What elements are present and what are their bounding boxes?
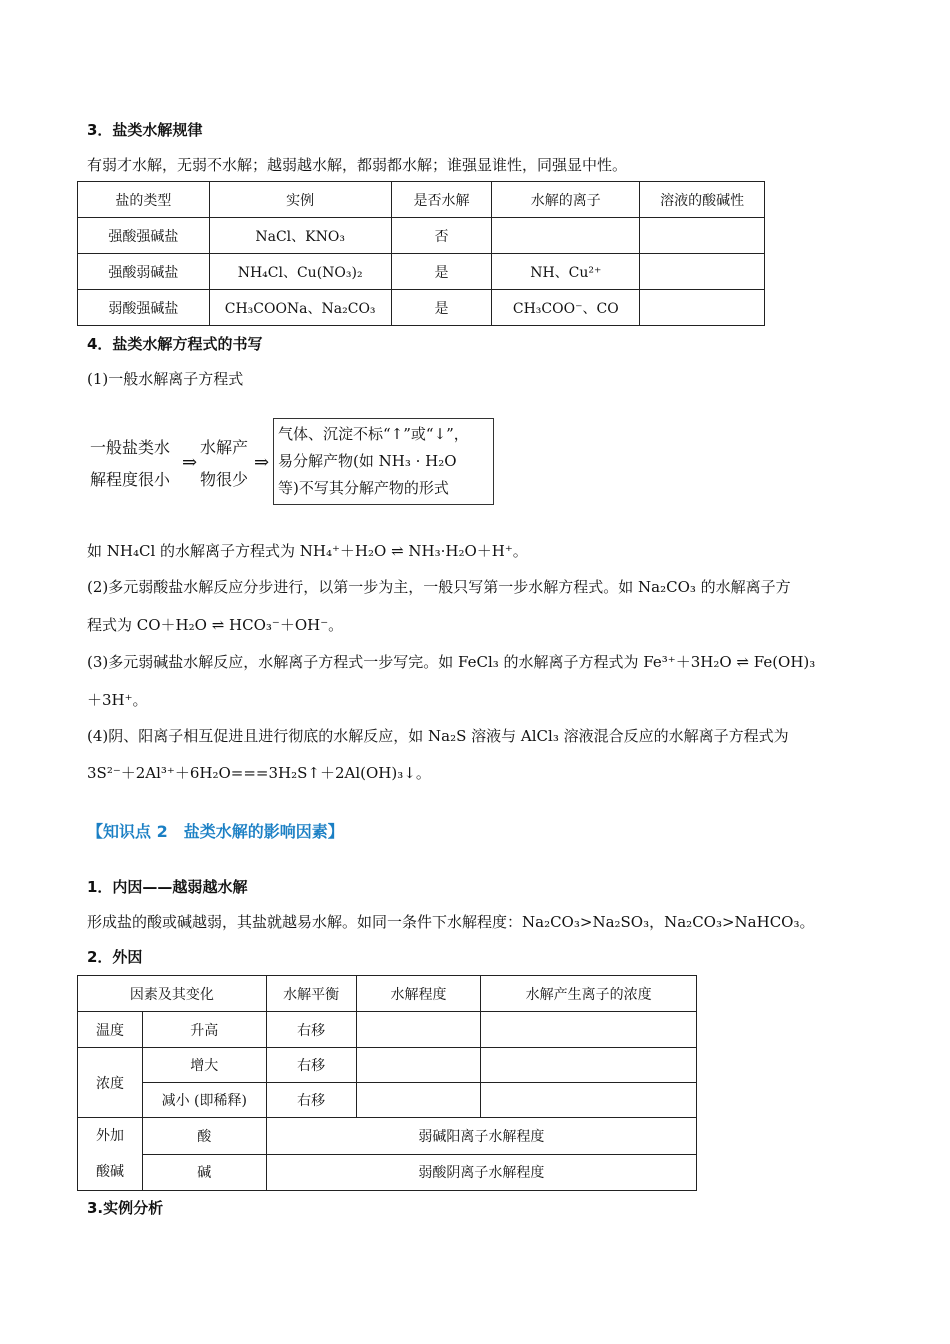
para-4-line1: (4)阴、阳离子相互促进且进行彻底的水解反应，如 Na₂S 溶液与 AlCl₃ 溶液混合反应的水解离子方程式为 (87, 727, 789, 745)
para-2-line2: 程式为 CO＋H₂O ⇌ HCO₃⁻＋OH⁻。 (87, 616, 344, 634)
cell-ions: NH、Cu²⁺ (492, 254, 640, 290)
cell-hydrolysis: 否 (391, 218, 492, 254)
double-arrow-icon: ⇒ (254, 452, 270, 473)
external-factor-table (77, 975, 697, 1191)
cell-temperature-shift: 右移 (266, 1012, 356, 1048)
para-3-line1: (3)多元弱碱盐水解反应，水解离子方程式一步写完。如 FeCl₃ 的水解离子方程式为 Fe³⁺＋3H₂O ⇌ Fe(OH)₃ (87, 653, 816, 671)
cell-external-label-line1: 外加 (95, 1128, 124, 1144)
table-row (78, 290, 765, 326)
cell-concentration-increase-shift: 右移 (266, 1048, 356, 1083)
para-2-line1: (2)多元弱酸盐水解反应分步进行，以第一步为主，一般只写第一步水解方程式。如 Na₂CO₃ 的水解离子方 (87, 578, 791, 596)
table-row (78, 254, 765, 290)
cell-empty (481, 1048, 697, 1083)
cell-empty (356, 1012, 481, 1048)
header-example: 实例 (209, 182, 391, 218)
cell-example: NaCl、KNO₃ (209, 218, 391, 254)
cell-acidity (640, 254, 765, 290)
cell-temperature-change: 升高 (142, 1012, 266, 1048)
header-factor: 因素及其变化 (78, 976, 267, 1012)
table-row (78, 218, 765, 254)
table-row (78, 1118, 697, 1155)
cell-hydrolysis: 是 (391, 254, 492, 290)
cell-empty (481, 1083, 697, 1118)
internal-factor-text: 形成盐的酸或碱越弱，其盐就越易水解。如同一条件下水解程度：Na₂CO₃>Na₂SO₃，Na₂CO₃>NaHCO₃。 (87, 913, 815, 931)
subsection-1-title: (1)一般水解离子方程式 (87, 370, 244, 388)
cell-empty (356, 1048, 481, 1083)
flow-result-line1: 气体、沉淀不标“↑”或“↓”， (278, 425, 469, 443)
cell-acidity (640, 218, 765, 254)
header-equilibrium: 水解平衡 (266, 976, 356, 1012)
header-salt-type: 盐的类型 (78, 182, 210, 218)
para-4-line2: 3S²⁻＋2Al³⁺＋6H₂O===3H₂S↑＋2Al(OH)₃↓。 (87, 764, 431, 782)
salt-type-table (77, 181, 765, 326)
cell-ions (492, 218, 640, 254)
external-factor-title: 2．外因 (87, 948, 143, 966)
para-3-line2: ＋3H⁺。 (87, 691, 148, 709)
internal-factor-title: 1．内因——越弱越水解 (87, 878, 248, 896)
cell-acid: 酸 (142, 1118, 266, 1155)
cell-hydrolysis: 是 (391, 290, 492, 326)
hydrolysis-rule-text: 有弱才水解，无弱不水解；越弱越水解，都弱都水解；谁强显谁性，同强显中性。 (87, 156, 628, 174)
flow-step-1 (90, 432, 170, 496)
cell-temperature: 温度 (78, 1012, 143, 1048)
cell-concentration-decrease-shift: 右移 (266, 1083, 356, 1118)
flow-result-line3: 等)不写其分解产物的形式 (278, 479, 449, 497)
cell-empty (356, 1083, 481, 1118)
cell-example: NH₄Cl、Cu(NO₃)₂ (209, 254, 391, 290)
flow-step-2 (200, 432, 248, 496)
header-ions: 水解的离子 (492, 182, 640, 218)
flow-step-1-line1: 一般盐类水 (90, 438, 171, 457)
flow-step-2-line1: 水解产 (200, 438, 249, 457)
cell-example: CH₃COONa、Na₂CO₃ (209, 290, 391, 326)
double-arrow-icon: ⇒ (182, 452, 198, 473)
nh4cl-equation: 如 NH₄Cl 的水解离子方程式为 NH₄⁺＋H₂O ⇌ NH₃·H₂O＋H⁺。 (87, 542, 528, 560)
cell-acidity (640, 290, 765, 326)
example-analysis-title: 3.实例分析 (87, 1199, 164, 1217)
table-row (78, 1083, 697, 1118)
header-acidity: 溶液的酸碱性 (640, 182, 765, 218)
cell-base-effect: 弱酸阴离子水解程度 (266, 1154, 696, 1191)
section-4-title: 4．盐类水解方程式的书写 (87, 335, 263, 353)
flow-result-box (273, 418, 494, 505)
cell-external-acid-base (78, 1118, 143, 1191)
table-row (78, 1154, 697, 1191)
cell-type: 强酸强碱盐 (78, 218, 210, 254)
knowledge-point-2-title: 【知识点 2 盐类水解的影响因素】 (87, 822, 344, 841)
flow-step-2-line2: 物很少 (200, 470, 249, 489)
cell-concentration-decrease: 减小 (即稀释) (142, 1083, 266, 1118)
flow-result-line2: 易分解产物(如 NH₃ · H₂O (278, 452, 457, 470)
cell-empty (481, 1012, 697, 1048)
cell-acid-effect: 弱碱阳离子水解程度 (266, 1118, 696, 1155)
cell-type: 强酸弱碱盐 (78, 254, 210, 290)
cell-external-label-line2: 酸碱 (95, 1164, 124, 1180)
table-row (78, 1048, 697, 1083)
table-row (78, 1012, 697, 1048)
cell-type: 弱酸强碱盐 (78, 290, 210, 326)
cell-concentration: 浓度 (78, 1048, 143, 1118)
header-hydrolysis: 是否水解 (391, 182, 492, 218)
header-degree: 水解程度 (356, 976, 481, 1012)
flow-step-1-line2: 解程度很小 (90, 470, 171, 489)
cell-ions: CH₃COO⁻、CO (492, 290, 640, 326)
section-3-title: 3．盐类水解规律 (87, 121, 203, 139)
cell-base: 碱 (142, 1154, 266, 1191)
header-ion-concentration: 水解产生离子的浓度 (481, 976, 697, 1012)
cell-concentration-increase: 增大 (142, 1048, 266, 1083)
